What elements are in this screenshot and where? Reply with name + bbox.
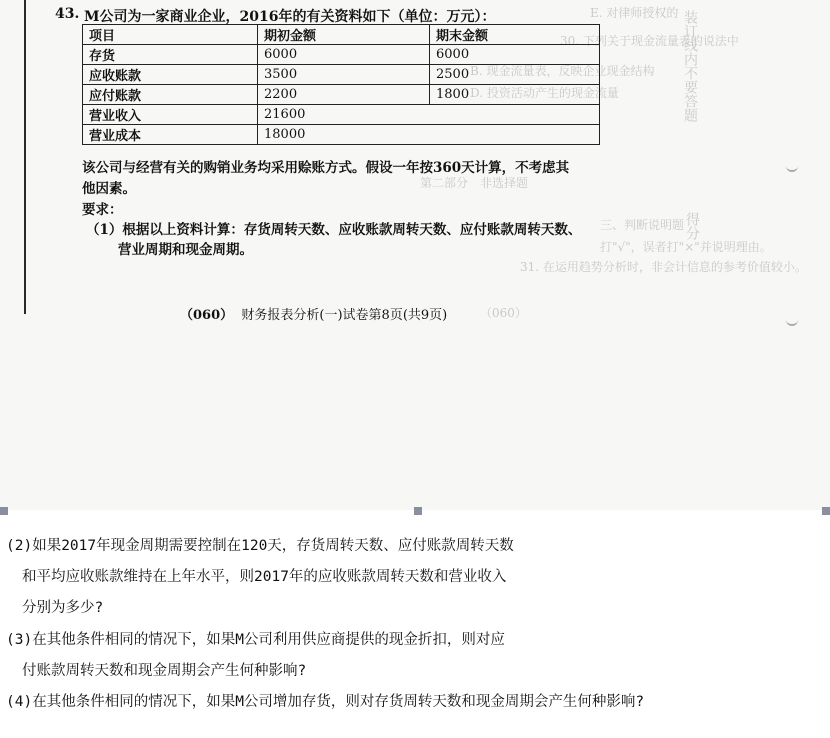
table-row — [83, 105, 600, 125]
separator-marker — [414, 507, 422, 515]
bleed-through-text: 三、判断说明题 — [600, 218, 685, 232]
annual-amount: 18000 — [258, 125, 600, 145]
opening-amount: 6000 — [258, 45, 430, 65]
bleed-through-text: （060） — [480, 306, 527, 320]
question-2-line: 和平均应收账款维持在上年水平，则2017年的应收账款周转天数和营业收入 — [22, 569, 507, 585]
bleed-through-text: B. 现金流量表，反映企业现金结构 — [470, 64, 655, 78]
bleed-through-text: 第二部分 非选择题 — [420, 176, 529, 190]
requirement-1-line: 营业周期和现金周期。 — [118, 242, 253, 258]
binding-hole-mark — [786, 316, 798, 326]
row-label: 存货 — [83, 45, 258, 65]
question-stem: M公司为一家商业企业，2016年的有关资料如下（单位：万元）： — [84, 9, 496, 25]
annual-amount: 21600 — [258, 105, 600, 125]
table-row — [83, 85, 600, 105]
requirement-1-line: （1）根据以上资料计算：存货周转天数、应收账款周转天数、应付账款周转天数、 — [86, 222, 582, 238]
row-label: 应收账款 — [83, 65, 258, 85]
bleed-through-text: 31. 在运用趋势分析时，非会计信息的参考价值较小。 — [520, 260, 807, 274]
closing-amount: 1800 — [430, 85, 600, 105]
question-2-line: (2)如果2017年现金周期需要控制在120天，存货周转天数、应付账款周转天数 — [6, 538, 514, 554]
note-line: 他因素。 — [82, 181, 136, 197]
footer-text: 财务报表分析(一)试卷第8页(共9页) — [241, 308, 448, 323]
footer-code: （060） — [180, 308, 234, 323]
bleed-through-margin: 装订线内不要答题 — [682, 10, 698, 122]
requirement-label: 要求： — [82, 202, 123, 218]
table-row — [83, 125, 600, 145]
opening-amount: 3500 — [258, 65, 430, 85]
table-row — [83, 65, 600, 85]
separator-marker — [822, 507, 830, 515]
question-4-line: (4)在其他条件相同的情况下，如果M公司增加存货，则对存货周转天数和现金周期会产生何种影响? — [6, 694, 645, 710]
column-header: 期初金额 — [258, 25, 430, 45]
financial-data-table — [82, 24, 600, 145]
opening-amount: 2200 — [258, 85, 430, 105]
image-separator-strip — [0, 507, 830, 515]
row-label: 营业收入 — [83, 105, 258, 125]
column-header: 期末金额 — [430, 25, 600, 45]
separator-marker — [0, 507, 8, 515]
closing-amount: 6000 — [430, 45, 600, 65]
question-2-line: 分别为多少? — [22, 600, 104, 616]
binding-hole-mark — [786, 162, 798, 172]
question-3-line: (3)在其他条件相同的情况下，如果M公司利用供应商提供的现金折扣，则对应 — [6, 632, 505, 648]
bleed-through-margin: 得分 — [684, 212, 700, 240]
question-3-line: 付账款周转天数和现金周期会产生何种影响? — [22, 663, 307, 679]
page-margin-rule — [24, 0, 26, 314]
page-footer — [180, 304, 447, 323]
bleed-through-text: 打"√"，误者打"×"并说明理由。 — [600, 240, 772, 254]
table-header-row — [83, 25, 600, 45]
bleed-through-text: D. 投资活动产生的现金流量 — [470, 86, 619, 100]
table-row — [83, 45, 600, 65]
column-header: 项目 — [83, 25, 258, 45]
closing-amount: 2500 — [430, 65, 600, 85]
bleed-through-text: 30. 下列关于现金流量表的说法中 — [560, 34, 739, 48]
row-label: 营业成本 — [83, 125, 258, 145]
row-label: 应付账款 — [83, 85, 258, 105]
question-number: 43. — [55, 6, 80, 22]
note-line: 该公司与经营有关的购销业务均采用赊账方式。假设一年按360天计算，不考虑其 — [82, 160, 570, 176]
bleed-through-text: E. 对律师授权的 — [590, 6, 679, 20]
